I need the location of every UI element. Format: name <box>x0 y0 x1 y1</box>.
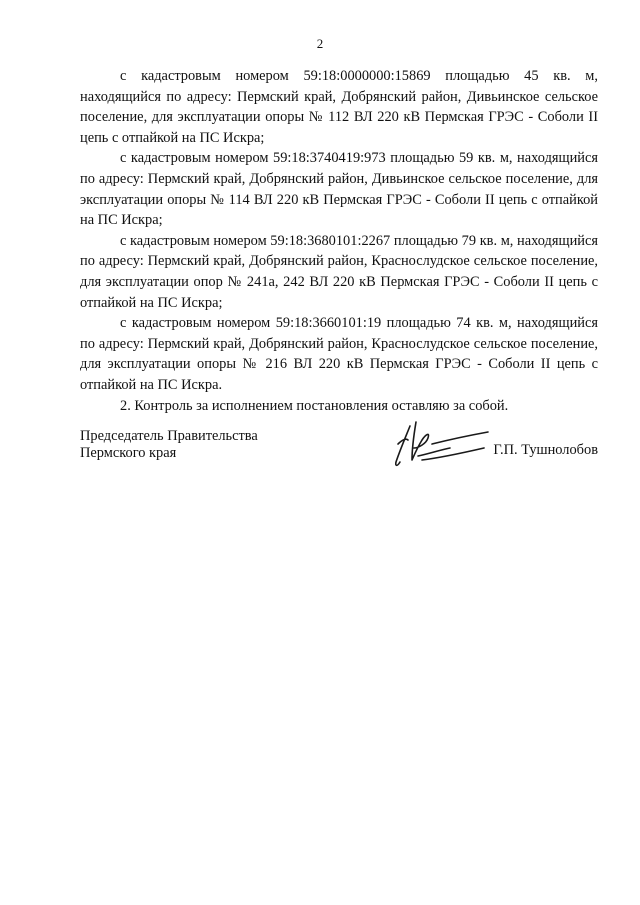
paragraph-control: 2. Контроль за исполнением постановления оставляю за собой. <box>120 397 509 414</box>
paragraph-plot-4: с кадастровым номером 59:18:3660101:19 площадью 74 кв. м, находящийся по адресу: Пермский край, Добрянский район, Краснослудское сельское поселение, для эксплуатации опоры № 216 ВЛ 220 кВ Пермская ГРЭС - Соболи II цепь с отпайкой на ПС Искра. <box>80 315 598 393</box>
paragraph-plot-3: с кадастровым номером 59:18:3680101:2267 площадью 79 кв. м, находящийся по адресу: Пермский край, Добрянский район, Краснослудское сельское поселение, для эксплуатации опор № 241а, 242 ВЛ 220 кВ Пермская ГРЭС - Соболи II цепь с отпайкой на ПС Искра; <box>80 232 598 311</box>
document-body <box>80 66 598 416</box>
signer-title-line2: Пермского края <box>80 445 177 461</box>
signature-block <box>80 428 600 488</box>
signer-title-line1: Председатель Правительства <box>80 428 258 444</box>
handwritten-signature-icon <box>388 410 498 476</box>
signer-title <box>80 428 258 462</box>
page-number: 2 <box>316 36 324 51</box>
signer-name: Г.П. Тушнолобов <box>493 442 598 458</box>
paragraph-plot-1: с кадастровым номером 59:18:0000000:15869 площадью 45 кв. м, находящийся по адресу: Пермский край, Добрянский район, Дивьинское сельское поселение, для эксплуатации опоры № 112 ВЛ 220 кВ Пермская ГРЭС - Соболи II цепь с отпайкой на ПС Искра; <box>80 68 598 146</box>
paragraph-plot-2: с кадастровым номером 59:18:3740419:973 площадью 59 кв. м, находящийся по адресу: Пермский край, Добрянский район, Дивьинское сельское поселение, для эксплуатации опоры № 114 ВЛ 220 кВ Пермская ГРЭС - Соболи II цепь с отпайкой на ПС Искра; <box>80 150 598 229</box>
